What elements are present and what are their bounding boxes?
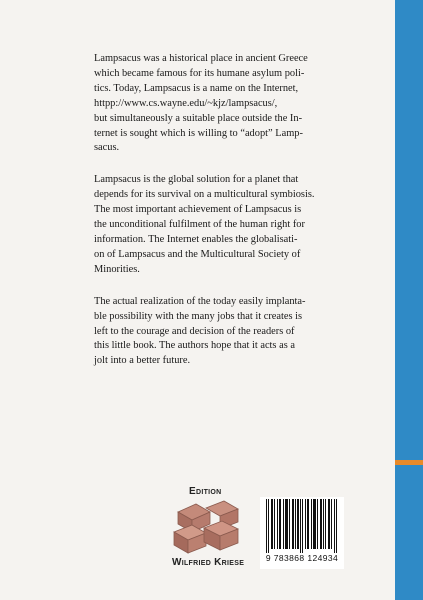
edition-label: Edition <box>189 486 222 497</box>
blurb-paragraph-3 <box>94 295 339 370</box>
stacked-stone-blocks-icon <box>172 498 242 556</box>
blurb-line: this little book. The authors hope that it acts as a <box>94 340 295 352</box>
blurb-line: information. The Internet enables the globalisati- <box>94 233 298 245</box>
publisher-name: Wilfried Kriese <box>172 557 245 568</box>
blurb-line: Lampsacus was a historical place in ancient Greece <box>94 53 308 64</box>
blurb-line: The actual realization of the today easily implanta- <box>94 295 306 307</box>
blue-spine-band <box>395 0 423 600</box>
blurb-line: ternet is sought which is willing to “adopt” Lamp- <box>94 127 303 139</box>
back-cover-blurb <box>94 52 339 386</box>
orange-accent-bar <box>395 460 423 465</box>
blurb-line: depends for its survival on a multicultural symbiosis. <box>94 189 315 201</box>
blurb-paragraph-2 <box>94 173 339 277</box>
blurb-line: the unconditional fulfilment of the human right for <box>94 219 305 231</box>
blurb-line: but simultaneously a suitable place outside the In- <box>94 112 303 124</box>
isbn-number: 9 783868 124934 <box>265 553 339 563</box>
blurb-line: left to the courage and decision of the readers of <box>94 325 295 337</box>
barcode-bars <box>266 499 338 553</box>
blurb-line: sacus. <box>94 142 120 154</box>
blurb-line: jolt into a better future. <box>94 355 191 367</box>
blurb-line: The most important achievement of Lampsacus is <box>94 204 302 216</box>
blurb-line: which became famous for its humane asylum poli- <box>94 67 305 79</box>
blurb-paragraph-1 <box>94 52 339 156</box>
blurb-line: Lampsacus is the global solution for a planet that <box>94 174 299 186</box>
blurb-line: Minorities. <box>94 263 140 275</box>
blurb-line: tics. Today, Lampsacus is a name on the Internet, <box>94 82 299 94</box>
blurb-url: httpp://www.cs.wayne.edu/~kjz/lampsacus/, <box>94 97 278 109</box>
blurb-line: on of Lampsacus and the Multicultural Society of <box>94 248 301 260</box>
blurb-line: ble possibility with the many jobs that it creates is <box>94 310 303 322</box>
isbn-barcode <box>260 497 344 569</box>
